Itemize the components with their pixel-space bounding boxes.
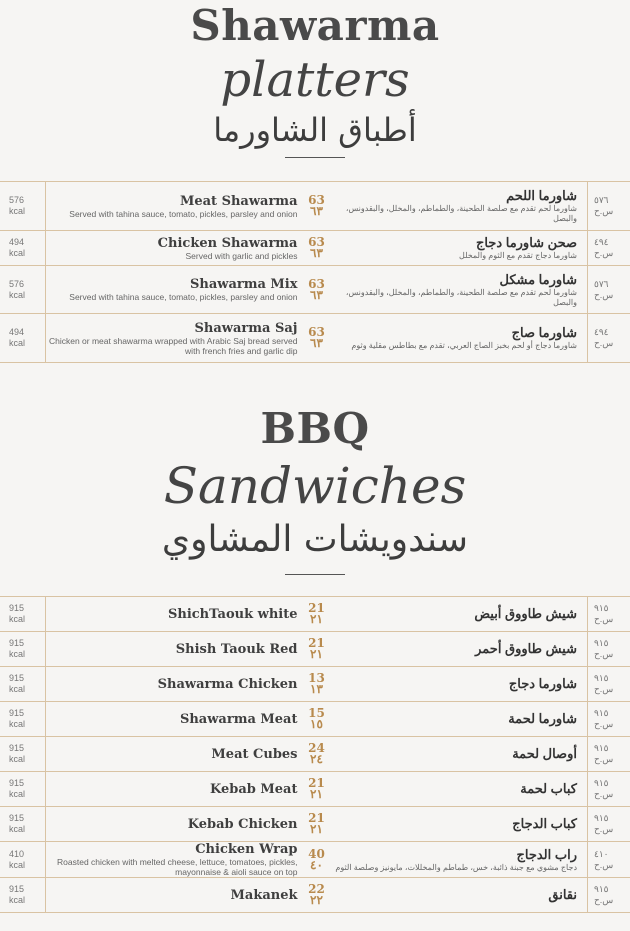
kcal-unit: kcal <box>9 824 26 834</box>
kcal-value: 494 <box>9 327 25 337</box>
kcal-value-ar: ٥٧٦ <box>594 195 609 205</box>
price-cell <box>304 182 330 231</box>
item-name: Shawarma Chicken <box>157 676 298 692</box>
item-description: Chicken or meat shawarma wrapped with Arabic Saj bread served with french fries and garlic dip <box>48 335 298 356</box>
kcal-cell-ar <box>588 667 630 702</box>
kcal-unit: kcal <box>9 614 26 624</box>
item-name: Makanek <box>230 887 298 903</box>
item-en-cell <box>46 667 304 702</box>
shawarma-title: Shawarma <box>190 1 440 50</box>
item-en-cell <box>46 807 304 842</box>
item-price-ar: ٦٣ <box>310 246 323 260</box>
kcal-value: 915 <box>9 673 25 683</box>
kcal-unit: kcal <box>9 754 26 764</box>
kcal-cell-en <box>0 807 46 842</box>
kcal-unit-ar: س.ح <box>594 649 614 659</box>
kcal-cell-ar <box>588 842 630 878</box>
kcal-value-ar: ٩١٥ <box>594 708 609 718</box>
kcal-unit-ar: س.ح <box>594 719 614 729</box>
kcal-value: 576 <box>9 195 25 205</box>
shawarma-divider <box>285 157 345 158</box>
menu-row[interactable] <box>0 314 630 363</box>
item-name-ar: شاورما صاج <box>511 325 577 340</box>
menu-row[interactable] <box>0 266 630 314</box>
item-name-ar: نقانق <box>548 887 577 902</box>
kcal-unit: kcal <box>9 719 26 729</box>
kcal-value-ar: ٤٩٤ <box>594 237 609 247</box>
kcal-cell-en <box>0 842 46 878</box>
item-name: Kebab Meat <box>209 781 298 797</box>
item-name: Meat Shawarma <box>179 193 298 209</box>
price-cell <box>304 632 330 667</box>
shawarma-title-ar: أطباق الشاورما <box>213 111 417 149</box>
kcal-cell-en <box>0 878 46 913</box>
item-description-ar: شاورما دجاج تقدم مع الثوم والمخلل <box>459 251 577 260</box>
item-ar-cell <box>330 878 588 913</box>
kcal-value-ar: ٤٩٤ <box>594 327 609 337</box>
item-name: Meat Cubes <box>211 746 298 762</box>
kcal-cell-ar <box>588 182 630 231</box>
kcal-value-ar: ٩١٥ <box>594 884 609 894</box>
item-name: Shish Taouk Red <box>175 641 298 657</box>
item-name: ShichTaouk white <box>167 606 298 622</box>
item-description-ar: دجاج مشوي مع جبنة ذائبة، خس، طماطم والمخللات، مايونيز وصلصة الثوم <box>335 862 577 872</box>
kcal-value: 410 <box>9 848 25 859</box>
kcal-unit: kcal <box>9 206 26 216</box>
kcal-unit: kcal <box>9 859 26 870</box>
kcal-unit-ar: س.ح <box>594 248 614 258</box>
item-description-ar: شاورما دجاج أو لحم بخبز الصاج العربي، تقدم مع بطاطس مقلية وثوم <box>351 341 577 350</box>
shawarma-menu-table <box>0 181 630 363</box>
item-en-cell <box>46 632 304 667</box>
kcal-unit-ar: س.ح <box>594 684 614 694</box>
item-en-cell <box>46 597 304 632</box>
item-name-ar: شاورما دجاج <box>508 676 577 691</box>
price-cell <box>304 878 330 913</box>
kcal-unit: kcal <box>9 289 26 300</box>
kcal-value-ar: ٩١٥ <box>594 813 609 823</box>
item-price: 63 <box>308 193 325 207</box>
menu-row[interactable] <box>0 878 630 913</box>
item-price-ar: ٢١ <box>310 612 323 626</box>
item-price: 21 <box>308 811 325 825</box>
kcal-cell-en <box>0 231 46 266</box>
item-price-ar: ٢٢ <box>310 893 323 907</box>
kcal-unit: kcal <box>9 248 26 258</box>
kcal-unit-ar: س.ح <box>594 895 614 905</box>
item-en-cell <box>46 737 304 772</box>
item-ar-cell <box>330 597 588 632</box>
item-ar-cell <box>330 702 588 737</box>
item-name-ar: كباب الدجاج <box>512 816 577 831</box>
item-en-cell <box>46 231 304 266</box>
item-name-ar: صحن شاورما دجاج <box>475 235 577 250</box>
item-name-ar: شاورما لحمة <box>508 711 577 726</box>
kcal-cell-en <box>0 632 46 667</box>
kcal-cell-en <box>0 182 46 231</box>
price-cell <box>304 266 330 314</box>
item-price: 22 <box>308 882 325 896</box>
kcal-value: 915 <box>9 778 25 788</box>
item-price-ar: ١٣ <box>310 682 323 696</box>
kcal-value: 915 <box>9 813 25 823</box>
kcal-value: 915 <box>9 743 25 753</box>
kcal-unit-ar: س.ح <box>594 614 614 624</box>
item-price-ar: ٢٤ <box>310 752 323 766</box>
kcal-cell-ar <box>588 632 630 667</box>
item-ar-cell <box>330 314 588 363</box>
item-ar-cell <box>330 667 588 702</box>
item-ar-cell <box>330 266 588 314</box>
item-name-ar: شيش طاووق أحمر <box>475 641 577 656</box>
kcal-cell-ar <box>588 314 630 363</box>
item-name-ar: شيش طاووق أبيض <box>474 606 577 621</box>
price-cell <box>304 314 330 363</box>
item-name: Shawarma Mix <box>189 277 298 292</box>
price-cell <box>304 597 330 632</box>
item-name: Shawarma Meat <box>179 711 298 727</box>
kcal-cell-en <box>0 266 46 314</box>
item-price: 63 <box>308 235 325 249</box>
kcal-unit-ar: س.ح <box>594 824 614 834</box>
item-name: Kebab Chicken <box>187 816 298 832</box>
bbq-divider <box>285 574 345 575</box>
kcal-value-ar: ٩١٥ <box>594 638 609 648</box>
item-price: 15 <box>308 706 325 720</box>
kcal-unit: kcal <box>9 789 26 799</box>
price-cell <box>304 842 330 878</box>
item-price: 21 <box>308 776 325 790</box>
item-price: 21 <box>308 601 325 615</box>
menu-row[interactable] <box>0 737 630 772</box>
item-description-ar: شاورما لحم تقدم مع صلصة الطحينة، والطماطم، والمخلل، والبقدونس، والبصل <box>345 204 577 223</box>
kcal-unit: kcal <box>9 684 26 694</box>
price-cell <box>304 702 330 737</box>
menu-row[interactable] <box>0 667 630 702</box>
menu-row[interactable] <box>0 632 630 667</box>
kcal-cell-en <box>0 597 46 632</box>
item-price: 40 <box>308 846 325 861</box>
price-cell <box>304 807 330 842</box>
price-cell <box>304 737 330 772</box>
item-name-ar: راب الدجاج <box>516 846 577 862</box>
kcal-unit-ar: س.ح <box>594 338 614 348</box>
bbq-menu-table <box>0 596 630 913</box>
menu-row[interactable] <box>0 702 630 737</box>
item-name: Chicken Shawarma <box>157 235 298 251</box>
kcal-value: 494 <box>9 237 25 247</box>
kcal-cell-ar <box>588 231 630 266</box>
item-price-ar: ١٥ <box>310 717 323 731</box>
kcal-cell-en <box>0 314 46 363</box>
kcal-cell-ar <box>588 597 630 632</box>
item-ar-cell <box>330 842 588 878</box>
item-price: 24 <box>308 741 325 755</box>
item-en-cell <box>46 266 304 314</box>
item-price-ar: ٢١ <box>310 647 323 661</box>
kcal-cell-ar <box>588 266 630 314</box>
item-price: 63 <box>308 276 325 291</box>
kcal-unit-ar: س.ح <box>594 789 614 799</box>
bbq-subtitle: Sandwiches <box>163 457 467 515</box>
menu-row[interactable] <box>0 772 630 807</box>
item-ar-cell <box>330 737 588 772</box>
item-name-ar: شاورما مشكل <box>499 271 577 287</box>
item-en-cell <box>46 702 304 737</box>
item-en-cell <box>46 842 304 878</box>
item-en-cell <box>46 878 304 913</box>
price-cell <box>304 667 330 702</box>
item-price-ar: ٦٣ <box>310 336 323 350</box>
kcal-value: 576 <box>9 278 25 289</box>
item-price: 13 <box>308 671 325 685</box>
kcal-unit-ar: س.ح <box>594 859 614 870</box>
kcal-cell-ar <box>588 807 630 842</box>
item-price-ar: ٦٣ <box>310 287 323 302</box>
kcal-value-ar: ٩١٥ <box>594 603 609 613</box>
kcal-cell-ar <box>588 737 630 772</box>
kcal-cell-ar <box>588 772 630 807</box>
item-name-ar: كباب لحمة <box>520 781 577 796</box>
item-price-ar: ٦٣ <box>310 204 323 218</box>
menu-row[interactable] <box>0 807 630 842</box>
kcal-unit-ar: س.ح <box>594 289 614 300</box>
menu-row[interactable] <box>0 842 630 878</box>
bbq-title: BBQ <box>260 404 370 453</box>
price-cell <box>304 772 330 807</box>
kcal-value: 915 <box>9 884 25 894</box>
item-price: 21 <box>308 636 325 650</box>
item-name-ar: أوصال لحمة <box>512 746 577 761</box>
item-description-ar: شاورما لحم تقدم مع صلصة الطحينة، والطماطم، والمخلل، والبقدونس، والبصل <box>345 287 577 307</box>
kcal-unit-ar: س.ح <box>594 754 614 764</box>
menu-row[interactable] <box>0 597 630 632</box>
item-description: Served with garlic and pickles <box>185 250 298 261</box>
kcal-cell-ar <box>588 878 630 913</box>
kcal-cell-en <box>0 737 46 772</box>
kcal-unit: kcal <box>9 895 26 905</box>
kcal-unit: kcal <box>9 338 26 348</box>
kcal-value: 915 <box>9 638 25 648</box>
item-description: Served with tahina sauce, tomato, pickles, parsley and onion <box>69 208 298 219</box>
kcal-cell-en <box>0 702 46 737</box>
item-ar-cell <box>330 182 588 231</box>
item-ar-cell <box>330 807 588 842</box>
item-description: Roasted chicken with melted cheese, lettuce, tomatoes, pickles, mayonnaise & aioli sauce on top <box>57 857 298 877</box>
item-name-ar: شاورما اللحم <box>506 188 577 203</box>
kcal-unit-ar: س.ح <box>594 206 614 216</box>
kcal-value-ar: ٩١٥ <box>594 778 609 788</box>
item-name: Chicken Wrap <box>195 842 298 857</box>
item-ar-cell <box>330 231 588 266</box>
kcal-cell-en <box>0 772 46 807</box>
item-price-ar: ٢١ <box>310 822 323 836</box>
bbq-title-ar: سندويشات المشاوي <box>161 519 469 560</box>
menu-row[interactable] <box>0 182 630 231</box>
price-cell <box>304 231 330 266</box>
item-en-cell <box>46 182 304 231</box>
item-ar-cell <box>330 632 588 667</box>
item-en-cell <box>46 772 304 807</box>
item-name: Shawarma Saj <box>194 320 298 336</box>
kcal-value: 915 <box>9 603 25 613</box>
menu-row[interactable] <box>0 231 630 266</box>
kcal-value-ar: ٥٧٦ <box>594 278 609 289</box>
kcal-value: 915 <box>9 708 25 718</box>
kcal-unit: kcal <box>9 649 26 659</box>
item-price-ar: ٤٠ <box>310 857 323 872</box>
kcal-value-ar: ٩١٥ <box>594 673 609 683</box>
item-en-cell <box>46 314 304 363</box>
item-description: Served with tahina sauce, tomato, pickles, parsley and onion <box>69 292 298 302</box>
item-ar-cell <box>330 772 588 807</box>
item-price: 63 <box>308 325 325 339</box>
kcal-cell-ar <box>588 702 630 737</box>
kcal-value-ar: ٩١٥ <box>594 743 609 753</box>
kcal-value-ar: ٤١٠ <box>594 848 609 859</box>
item-price-ar: ٢١ <box>310 787 323 801</box>
kcal-cell-en <box>0 667 46 702</box>
shawarma-subtitle: platters <box>220 52 410 108</box>
